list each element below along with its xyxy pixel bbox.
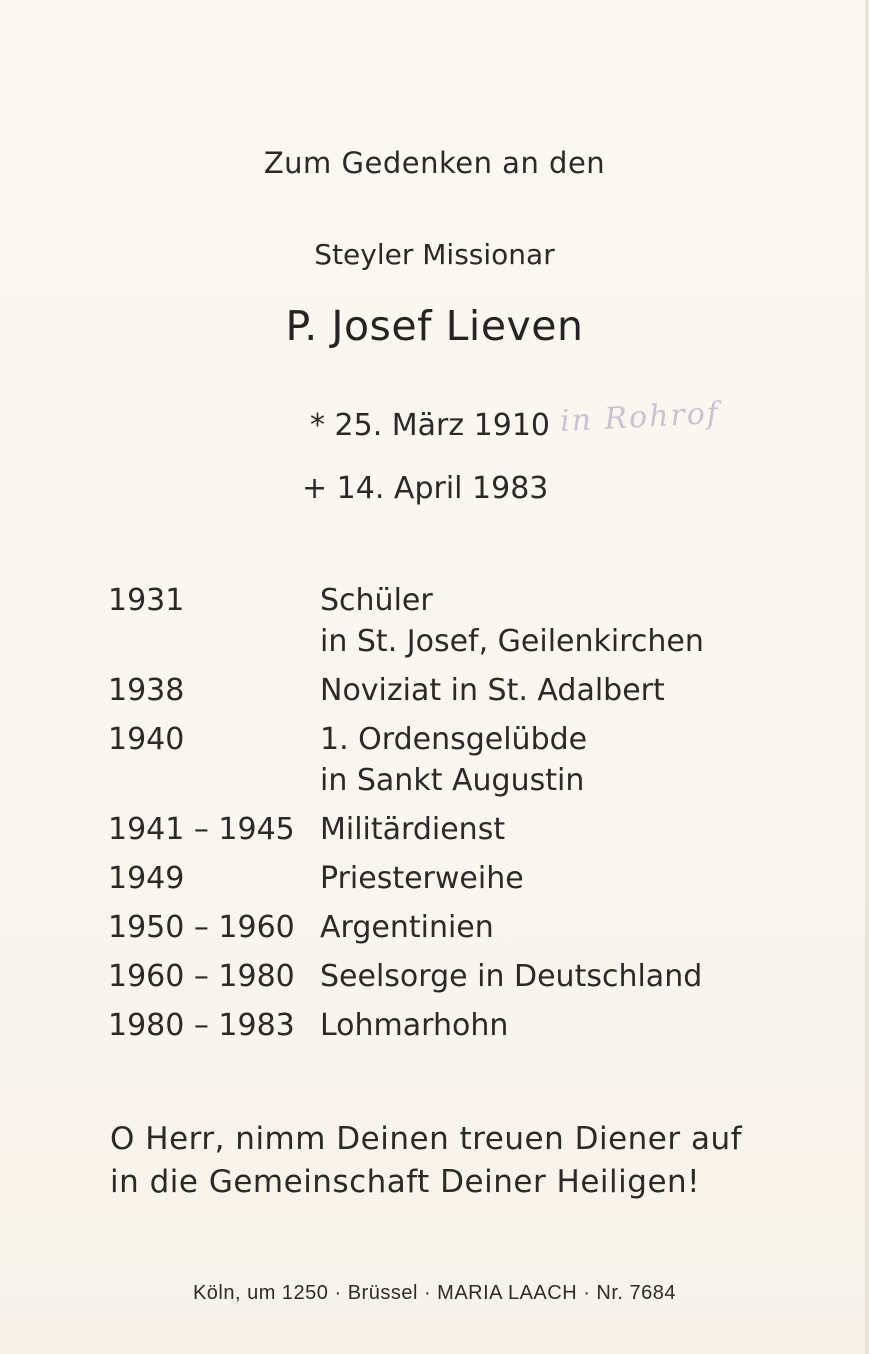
timeline-event-line: in Sankt Augustin (320, 763, 585, 798)
timeline-event-line: in St. Josef, Geilenkirchen (320, 624, 704, 659)
timeline-event (320, 907, 768, 948)
timeline-event (320, 580, 768, 662)
timeline-event (320, 809, 768, 850)
timeline-event-line: 1. Ordensgelübde (320, 722, 588, 757)
timeline-row (108, 719, 768, 801)
timeline-year: 1931 (108, 583, 185, 618)
prayer-line: O Herr, nimm Deinen treuen Diener auf (110, 1121, 743, 1157)
timeline-row (108, 580, 768, 662)
card-edge (865, 0, 869, 1354)
timeline-year: 1941 – 1945 (108, 812, 295, 847)
timeline-row (108, 670, 768, 711)
timeline-event (320, 956, 768, 997)
prayer-line: in die Gemeinschaft Deiner Heiligen! (110, 1164, 701, 1200)
timeline-row (108, 956, 768, 997)
timeline (108, 580, 768, 1046)
timeline-row (108, 1005, 768, 1046)
birth-date: * 25. März 1910 (310, 408, 551, 443)
timeline-event-line: Seelsorge in Deutschland (320, 959, 703, 994)
timeline-year: 1980 – 1983 (108, 1008, 295, 1043)
order-line: Steyler Missionar (314, 238, 555, 271)
death-date: + 14. April 1983 (302, 471, 549, 506)
timeline-year: 1940 (108, 722, 185, 757)
intro-line: Zum Gedenken an den (263, 146, 606, 180)
timeline-year: 1938 (108, 673, 185, 708)
timeline-event-line: Militärdienst (320, 812, 506, 847)
timeline-event-line: Lohmarhohn (320, 1008, 509, 1043)
prayer (110, 1118, 742, 1204)
timeline-row (108, 858, 768, 899)
timeline-year: 1950 – 1960 (108, 910, 295, 945)
timeline-row (108, 809, 768, 850)
handwritten-note: in Rohrof (559, 395, 721, 440)
timeline-year: 1960 – 1980 (108, 959, 295, 994)
timeline-row (108, 907, 768, 948)
timeline-event-line: Priesterweihe (320, 861, 524, 896)
deceased-name: P. Josef Lieven (285, 302, 584, 350)
timeline-event (320, 1005, 768, 1046)
timeline-event (320, 670, 768, 711)
timeline-event-line: Argentinien (320, 910, 494, 945)
timeline-event-line: Noviziat in St. Adalbert (320, 673, 665, 708)
timeline-event-line: Schüler (320, 583, 433, 618)
timeline-event (320, 858, 768, 899)
timeline-event (320, 719, 768, 801)
timeline-year: 1949 (108, 861, 185, 896)
publisher-imprint: Köln, um 1250 · Brüssel · MARIA LAACH · Nr. 7684 (192, 1282, 677, 1304)
